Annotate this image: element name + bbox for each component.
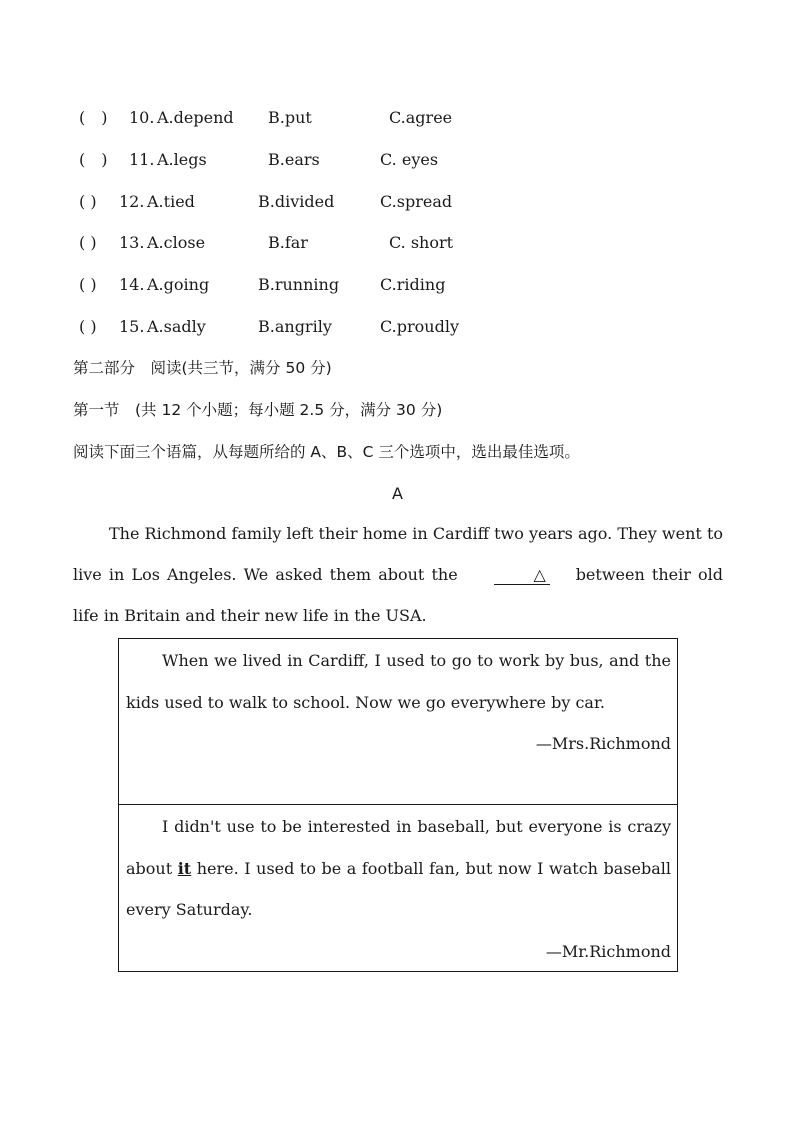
option-b: B.ears (268, 150, 320, 169)
option-c: C.agree (389, 108, 453, 127)
quote-text (126, 805, 671, 931)
option-b: B.running (258, 275, 340, 294)
option-a: A.legs (157, 150, 207, 169)
quote-cell-mrs-richmond (119, 639, 677, 805)
option-a: A.tied (147, 192, 195, 211)
quote-text-before: I didn't use to be interested in baseball, but everyone is crazy about (126, 817, 671, 878)
passage-label: A (392, 484, 403, 503)
answer-bracket: ( ) (79, 275, 97, 294)
option-b: B.angrily (258, 317, 332, 336)
passage-text-after: between their old life in Britain and their new life in the USA. (73, 565, 724, 625)
option-c: C.riding (380, 275, 446, 294)
question-number: 10. (129, 108, 155, 127)
passage-paragraph (73, 513, 723, 636)
quote-speaker: —Mrs.Richmond (535, 734, 671, 753)
answer-bracket: ( ) (79, 233, 97, 252)
quote-cell-mr-richmond (119, 805, 677, 971)
quote-speaker: —Mr.Richmond (545, 941, 671, 961)
quote-text-after: here. I used to be a football fan, but now I watch baseball every Saturday. (126, 858, 672, 919)
answer-bracket: ( ) (79, 317, 97, 336)
quote-text (126, 639, 671, 723)
option-a: A.sadly (147, 317, 206, 336)
option-a: A.going (147, 275, 210, 294)
option-c: C. short (389, 233, 454, 252)
reading-instruction: 阅读下面三个语篇，从每题所给的 A、B、C 三个选项中，选出最佳选项。 (73, 443, 580, 461)
answer-bracket: ( ) (79, 108, 108, 127)
option-a: A.depend (157, 108, 234, 127)
question-number: 13. (119, 233, 145, 252)
option-a: A.close (147, 233, 206, 252)
question-number: 11. (129, 150, 155, 169)
option-b: B.far (268, 233, 308, 252)
answer-blank: △ (494, 566, 550, 585)
question-number: 15. (119, 317, 145, 336)
option-c: C. eyes (380, 150, 439, 169)
option-c: C.proudly (380, 317, 459, 336)
question-number: 14. (119, 275, 145, 294)
answer-bracket: ( ) (79, 192, 97, 211)
answer-bracket: ( ) (79, 150, 108, 169)
section-one-heading: 第一节 (共 12 个小题；每小题 2.5 分，满分 30 分) (73, 401, 443, 419)
part-two-heading: 第二部分 阅读(共三节，满分 50 分) (73, 359, 332, 377)
passage-intro (73, 513, 723, 636)
option-c: C.spread (380, 192, 453, 211)
option-b: B.divided (258, 192, 335, 211)
quotes-table (118, 638, 678, 972)
question-number: 12. (119, 192, 145, 211)
option-b: B.put (268, 108, 312, 127)
underlined-word: it (177, 858, 192, 878)
passage-text-before: The Richmond family left their home in Cardiff two years ago. They went to live in Los Angeles. We asked them about the (73, 524, 723, 584)
quote-text-main: When we lived in Cardiff, I used to go to work by bus, and the kids used to walk to school. Now we go everywhere by car. (126, 651, 671, 712)
